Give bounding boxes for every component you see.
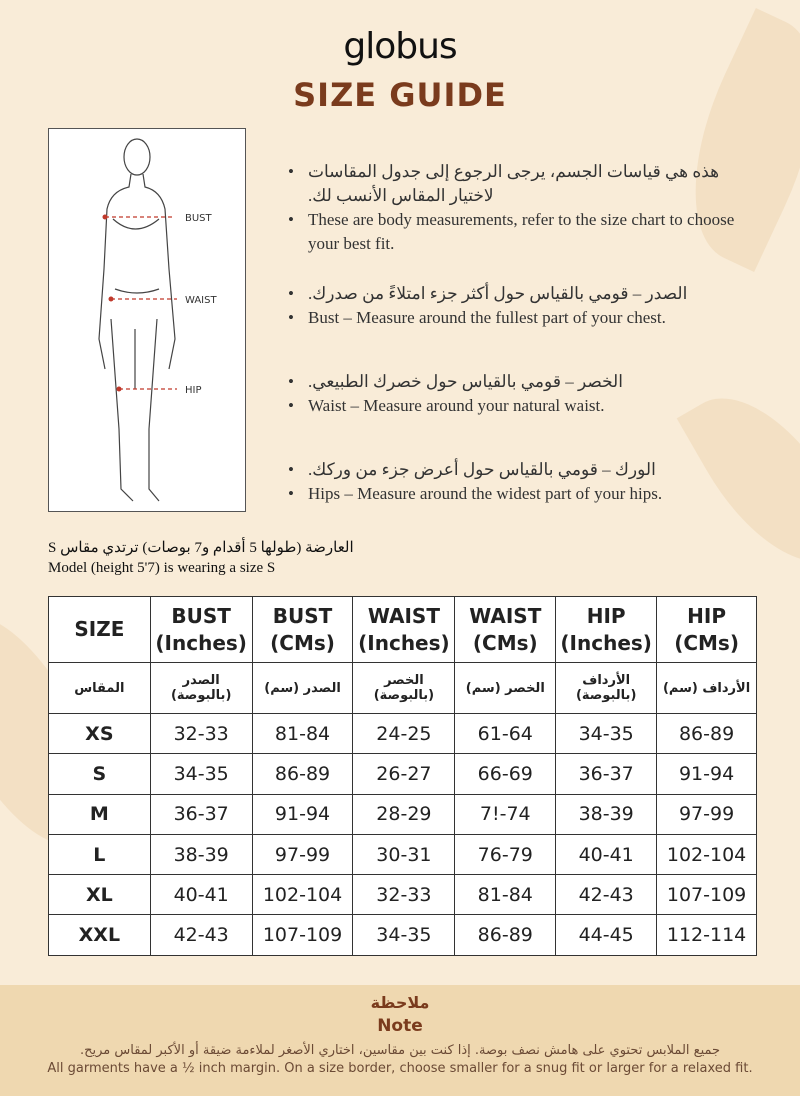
measurement-cell: 26-27: [353, 754, 455, 794]
size-chart-table: [48, 596, 757, 956]
model-info: [48, 538, 354, 578]
measurement-cell: 36-37: [556, 754, 657, 794]
measurement-cell: 42-43: [150, 915, 252, 955]
measurement-cell: 61-64: [455, 714, 556, 754]
model-info-ar: العارضة (طولها 5 أقدام و7 بوصات) ترتدي مقاس S: [48, 540, 354, 556]
body-measurement-figure: [48, 128, 246, 512]
measurement-cell: 34-35: [150, 754, 252, 794]
hip-label: HIP: [185, 385, 202, 396]
note-text-en: All garments have a ½ inch margin. On a size border, choose smaller for a snug fit or larger for a relaxed fit.: [47, 1061, 753, 1076]
instruction-ar: • الورك – قومي بالقياس حول أعرض جزء من وركك.: [286, 458, 756, 482]
measurement-cell: 28-29: [353, 794, 455, 834]
instruction-bust: [286, 282, 756, 330]
table-row: [49, 794, 757, 834]
column-header-line: (CMs): [674, 630, 739, 655]
measurement-cell: 7!-74: [455, 794, 556, 834]
column-header: [353, 597, 455, 663]
model-info-en: Model (height 5'7) is wearing a size S: [48, 560, 276, 576]
table-row: [49, 915, 757, 955]
column-header: [455, 597, 556, 663]
instruction-en: • Waist – Measure around your natural waist.: [286, 394, 756, 418]
measurement-cell: 97-99: [252, 834, 353, 874]
measurement-instructions: [286, 160, 756, 532]
note-section: [0, 985, 800, 1096]
column-header-ar: المقاس: [49, 663, 151, 714]
measurement-cell: 86-89: [455, 915, 556, 955]
instruction-waist: [286, 370, 756, 418]
size-cell: XS: [49, 714, 151, 754]
measurement-cell: 91-94: [657, 754, 757, 794]
size-cell: L: [49, 834, 151, 874]
instruction-ar: • هذه هي قياسات الجسم، يرجى الرجوع إلى جدول المقاسات لاختيار المقاس الأنسب لك.: [286, 160, 756, 208]
arabic-header-row: [49, 663, 757, 714]
table-row: [49, 714, 757, 754]
measurement-cell: 38-39: [556, 794, 657, 834]
instruction-en: • Hips – Measure around the widest part of your hips.: [286, 482, 756, 506]
column-header: [556, 597, 657, 663]
column-header: [252, 597, 353, 663]
column-header-line: BUST: [272, 603, 333, 628]
measurement-cell: 24-25: [353, 714, 455, 754]
measurement-cell: 112-114: [657, 915, 757, 955]
instruction-general: [286, 160, 756, 256]
measurement-cell: 36-37: [150, 794, 252, 834]
column-header-ar: الأرداف (سم): [657, 663, 757, 714]
instruction-hips: [286, 458, 756, 506]
note-title-en: Note: [377, 1016, 423, 1036]
measurement-cell: 66-69: [455, 754, 556, 794]
column-header-ar: الصدر (سم): [252, 663, 353, 714]
measurement-cell: 97-99: [657, 794, 757, 834]
size-cell: XL: [49, 875, 151, 915]
column-header-ar: الصدر (بالبوصة): [150, 663, 252, 714]
table-row: [49, 754, 757, 794]
measurement-cell: 32-33: [353, 875, 455, 915]
measurement-cell: 102-104: [252, 875, 353, 915]
column-header: [657, 597, 757, 663]
column-header-line: (Inches): [560, 630, 652, 655]
column-header-ar: الخصر (سم): [455, 663, 556, 714]
note-title-ar: ملاحظة: [370, 993, 430, 1012]
measurement-cell: 42-43: [556, 875, 657, 915]
measurement-cell: 32-33: [150, 714, 252, 754]
measurement-cell: 38-39: [150, 834, 252, 874]
waist-label: WAIST: [185, 295, 217, 306]
column-header-line: (CMs): [270, 630, 335, 655]
column-header: [150, 597, 252, 663]
measurement-cell: 102-104: [657, 834, 757, 874]
measurement-cell: 34-35: [556, 714, 657, 754]
body-silhouette-icon: [49, 129, 247, 513]
instruction-en: • These are body measurements, refer to the size chart to choose your best fit.: [286, 208, 756, 256]
size-cell: XXL: [49, 915, 151, 955]
column-header-line: (CMs): [472, 630, 538, 655]
table-row: [49, 834, 757, 874]
measurement-cell: 86-89: [657, 714, 757, 754]
column-header-line: WAIST: [469, 603, 542, 628]
column-header-line: (Inches): [155, 630, 247, 655]
size-cell: M: [49, 794, 151, 834]
measurement-cell: 30-31: [353, 834, 455, 874]
table-row: [49, 875, 757, 915]
column-header-line: SIZE: [74, 617, 125, 641]
column-header-ar: الأرداف (بالبوصة): [556, 663, 657, 714]
measurement-cell: 81-84: [252, 714, 353, 754]
measurement-cell: 44-45: [556, 915, 657, 955]
instruction-ar: • الخصر – قومي بالقياس حول خصرك الطبيعي.: [286, 370, 756, 394]
header-row: [49, 597, 757, 663]
column-header-line: WAIST: [367, 603, 440, 628]
measurement-cell: 91-94: [252, 794, 353, 834]
column-header-ar: الخصر (بالبوصة): [353, 663, 455, 714]
measurement-cell: 40-41: [150, 875, 252, 915]
page-title: SIZE GUIDE: [293, 76, 507, 114]
size-cell: S: [49, 754, 151, 794]
brand-logo: globus: [343, 26, 457, 67]
measurement-cell: 76-79: [455, 834, 556, 874]
measurement-cell: 86-89: [252, 754, 353, 794]
note-text-ar: جميع الملابس تحتوي على هامش نصف بوصة. إذا كنت بين مقاسين، اختاري الأصغر لملاءمة ضيقة أو الأكبر لمقاس مريح.: [79, 1043, 721, 1058]
measurement-cell: 34-35: [353, 915, 455, 955]
measurement-cell: 107-109: [252, 915, 353, 955]
instruction-en: • Bust – Measure around the fullest part of your chest.: [286, 306, 756, 330]
column-header-line: (Inches): [358, 630, 450, 655]
column-header-line: BUST: [171, 603, 231, 628]
bust-label: BUST: [185, 213, 212, 224]
measurement-cell: 107-109: [657, 875, 757, 915]
column-header: [49, 597, 151, 663]
measurement-cell: 81-84: [455, 875, 556, 915]
column-header-line: HIP: [687, 603, 726, 628]
instruction-ar: • الصدر – قومي بالقياس حول أكثر جزء امتلاءً من صدرك.: [286, 282, 756, 306]
measurement-cell: 40-41: [556, 834, 657, 874]
column-header-line: HIP: [586, 603, 626, 628]
